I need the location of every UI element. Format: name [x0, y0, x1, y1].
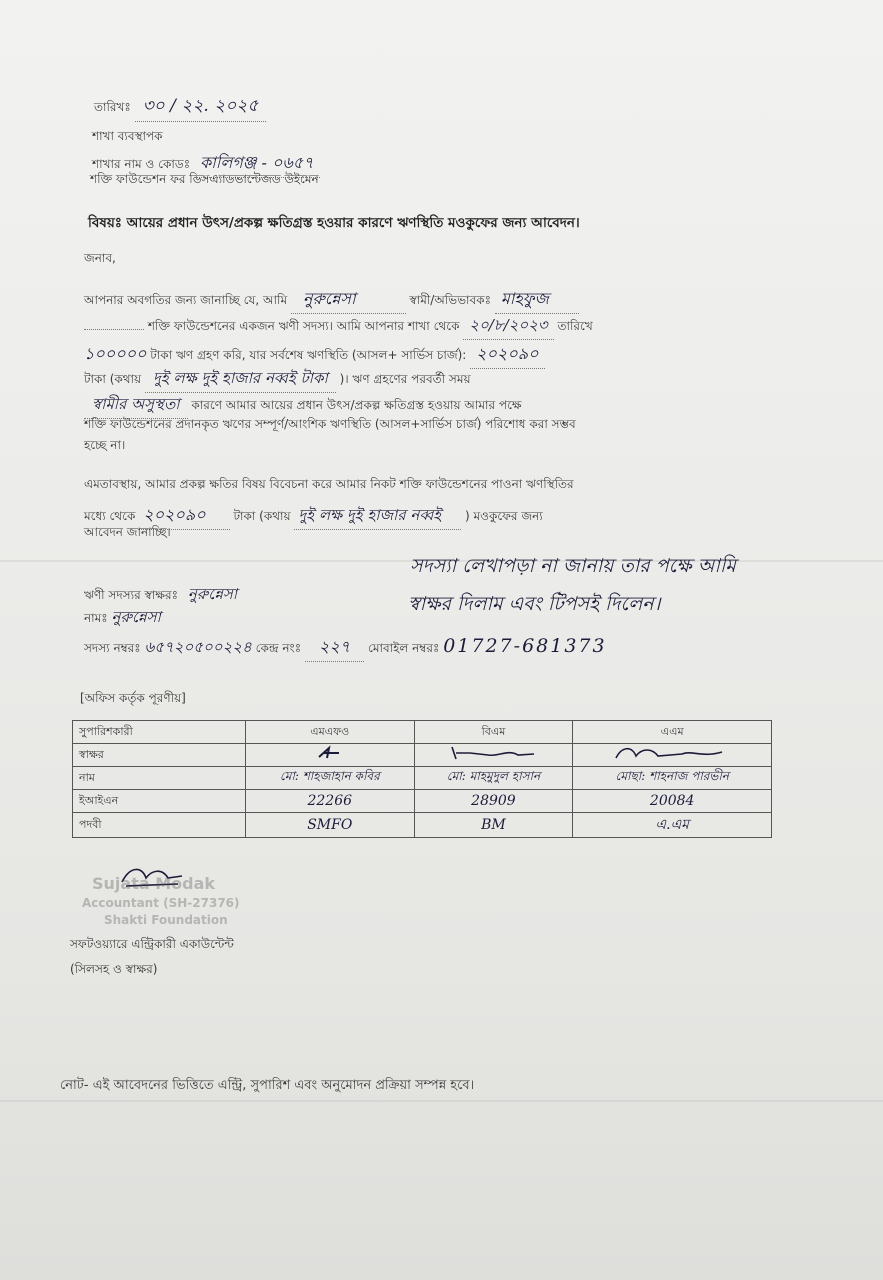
table-cell: মো: শাহজাহান কবির: [246, 767, 415, 790]
branch-value: কালিগঞ্জ - ০৬৫৭: [194, 150, 320, 178]
member-id-row: [84, 634, 607, 662]
stamp-org: Shakti Foundation: [104, 913, 228, 927]
table-cell: 22266: [246, 790, 415, 813]
signature-mfo: [246, 744, 415, 767]
table-row: [73, 721, 772, 744]
table-cell: পদবী: [73, 813, 246, 838]
table-cell: এ.এম: [573, 813, 772, 838]
para2-line1: এমতাবস্থায়, আমার প্রকল্প ক্ষতির বিষয় বিবেচনা করে আমার নিকট শক্তি ফাউন্ডেশনের পাওনা ঋণস্থিতির: [84, 477, 574, 491]
para1-line1: [84, 286, 579, 314]
table-row: [73, 790, 772, 813]
para1-line7: হচ্ছে না।: [84, 438, 126, 452]
para-text: শক্তি ফাউন্ডেশনের একজন ঋণী সদস্য। আমি আপনার শাখা থেকে: [147, 319, 460, 333]
table-cell: মোছা: শাহনাজ পারভীন: [573, 767, 772, 790]
footer-note: নোট- এই আবেদনের ভিত্তিতে এন্ট্রি, সুপারিশ এবং অনুমোদন প্রক্রিয়া সম্পন্ন হবে।: [60, 1078, 475, 1093]
para1-line4: [84, 367, 471, 393]
office-heading: [অফিস কর্তৃক পূরণীয়]: [80, 691, 186, 705]
branch-manager: শাখা ব্যবস্থাপক: [92, 129, 163, 143]
para1-line3: [84, 341, 545, 369]
para-text: স্বামী/অভিভাবকঃ: [409, 293, 492, 307]
center-value: ২২৭: [305, 634, 364, 662]
witness-note-line1: সদস্যা লেখাপড়া না জানায় তার পক্ষে আমি: [410, 555, 736, 577]
table-cell: 20084: [573, 790, 772, 813]
branch-label: শাখার নাম ও কোডঃ: [92, 157, 191, 171]
blank-dots: [84, 329, 144, 330]
table-cell: মো: মাহমুদুল হাসান: [414, 767, 573, 790]
table-cell: নাম: [73, 767, 246, 790]
signature-am: [573, 744, 772, 767]
cause-field: স্বামীর অসুস্থতা: [84, 393, 188, 419]
witness-note-line2: স্বাক্ষর দিলাম এবং টিপসই দিলেন।: [408, 593, 661, 615]
date-row: [94, 93, 266, 122]
member-sign-row: [84, 583, 237, 608]
outstanding-field: ২০২০৯০: [470, 341, 544, 369]
para-text: টাকা ঋণ গ্রহণ করি, যার সর্বশেষ ঋণস্থিতি (আসল+ সার্ভিস চার্জ):: [150, 348, 467, 362]
id-label: সদস্য নম্বরঃ: [84, 641, 141, 655]
member-id-value: ৬৫৭২০৫০০২২৪: [144, 638, 252, 656]
waiver-words-field: দুই লক্ষ দুই হাজার নব্বই: [294, 504, 461, 530]
para2-line3: আবেদন জানাচ্ছি।: [84, 525, 171, 539]
org-line: শক্তি ফাউন্ডেশন ফর ডিসএ্যাডভান্টেজড উইমেন: [90, 172, 319, 186]
stamp-name: Sujata Modak: [92, 874, 216, 893]
para-text: )। ঋণ গ্রহণের পরবর্তী সময়: [339, 372, 471, 386]
member-name-row: [84, 606, 161, 631]
loan-date-field: ২০/৮/২০২৩: [463, 314, 553, 340]
table-cell: BM: [414, 813, 573, 838]
table-row: [73, 744, 772, 767]
member-name-field: নুরুন্নেসা: [291, 286, 406, 314]
para1-line6: শক্তি ফাউন্ডেশনের প্রদানকৃত ঋণের সম্পূর্ণ/আংশিক ঋণস্থিতি (আসল+সার্ভিস চার্জ) পরিশোধ করা সম্ভব: [84, 417, 576, 431]
office-table: [72, 720, 772, 838]
table-cell: এমএফও: [246, 721, 415, 744]
salutation: জনাব,: [84, 251, 116, 265]
table-cell: 28909: [414, 790, 573, 813]
table-cell: SMFO: [246, 813, 415, 838]
para-text: কারণে আমার আয়ের প্রধান উৎস/প্রকল্প ক্ষতিগ্রস্ত হওয়ায় আমার পক্ষে: [191, 398, 522, 412]
subject: বিষয়ঃ আয়ের প্রধান উৎস/প্রকল্প ক্ষতিগ্রস্ত হওয়ার কারণে ঋণস্থিতি মওকুফের জন্য আবেদন।: [88, 215, 580, 231]
mobile-value: 01727-681373: [443, 635, 607, 657]
waiver-amount-field: ২০২০৯০: [139, 502, 229, 530]
outstanding-words-field: দুই লক্ষ দুই হাজার নব্বই টাকা: [145, 367, 336, 393]
table-cell: ইআইএন: [73, 790, 246, 813]
signature-bm: [414, 744, 573, 767]
table-cell: স্বাক্ষর: [73, 744, 246, 767]
sign-label: ঋণী সদস্যর স্বাক্ষরঃ: [84, 588, 178, 602]
date-label: তারিখঃ: [94, 100, 131, 114]
para-text: টাকা (কথায়: [233, 509, 291, 523]
table-cell: বিএম: [414, 721, 573, 744]
name-label: নামঃ: [84, 611, 108, 625]
date-value: ৩০ / ২২. ২০২৫: [135, 93, 267, 122]
para-text: তারিখে: [557, 319, 593, 333]
para1-line2: [84, 314, 593, 340]
table-row: [73, 767, 772, 790]
para-text: আপনার অবগতির জন্য জানাচ্ছি যে, আমি: [84, 293, 288, 307]
table-cell: সুপারিশকারী: [73, 721, 246, 744]
para-text: টাকা (কথায়: [84, 372, 142, 386]
para-text: ) মওকুফের জন্য: [464, 509, 543, 523]
para-text: মধ্যে থেকে: [84, 509, 136, 523]
accountant-sublabel: (সিলসহ ও স্বাক্ষর): [70, 962, 158, 976]
table-cell: এএম: [573, 721, 772, 744]
accountant-label: সফটওয়্যারে এন্ট্রিকারী একাউন্টেন্ট: [70, 937, 234, 951]
member-signature: নুরুন্নেসা: [187, 585, 238, 603]
fold-line: [0, 1100, 883, 1102]
stamp-title: Accountant (SH-27376): [82, 896, 240, 910]
guardian-name-field: মাহফুজ: [495, 286, 579, 314]
mobile-label: মোবাইল নম্বরঃ: [367, 641, 440, 655]
loan-amount-field: ১০০০০০: [84, 344, 147, 363]
center-label: কেন্দ্র নংঃ: [255, 641, 302, 655]
table-row: [73, 813, 772, 838]
member-name-value: নুরুন্নেসা: [111, 608, 161, 626]
